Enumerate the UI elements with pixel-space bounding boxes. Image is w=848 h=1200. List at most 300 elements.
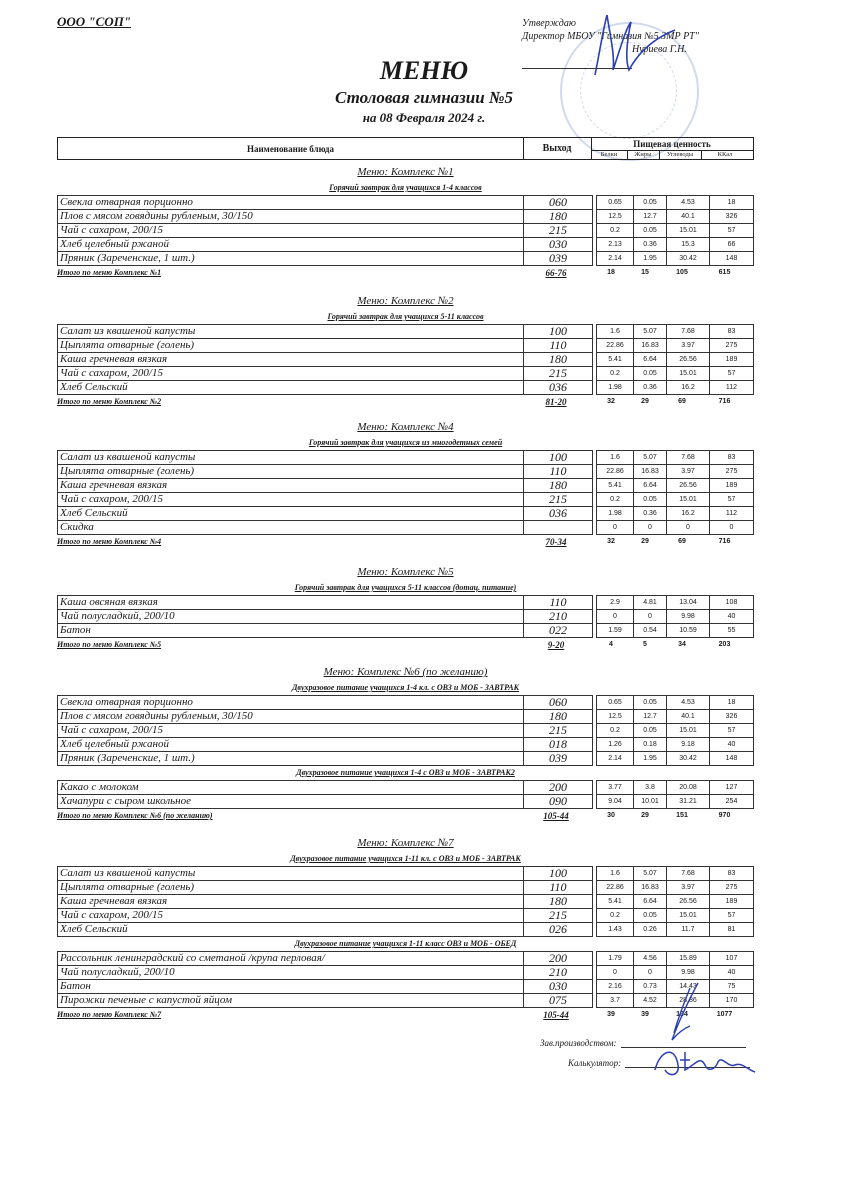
dish-kcal: 254 (710, 795, 754, 809)
dish-carbs: 0 (667, 521, 710, 535)
dish-protein: 9.04 (597, 795, 634, 809)
dish-fat: 0.05 (634, 224, 667, 238)
dish-carbs: 4.53 (667, 696, 710, 710)
dish-carbs: 28.86 (667, 994, 710, 1008)
total-protein: 32 (607, 538, 615, 545)
dish-fat: 16.83 (634, 881, 667, 895)
dish-protein: 1.26 (597, 738, 634, 752)
dish-carbs: 16.2 (667, 507, 710, 521)
total-output: 70-34 (545, 537, 567, 547)
dish-name: Чай с сахаром, 200/15 (58, 493, 524, 507)
table-row (58, 339, 754, 353)
total-label: Итого по меню Комплекс №7 (57, 1010, 162, 1019)
section-title: Меню: Комплекс №6 (по желанию) (323, 666, 488, 678)
dish-protein: 0.2 (597, 724, 634, 738)
dish-fat: 0.05 (634, 367, 667, 381)
dish-kcal: 326 (710, 210, 754, 224)
dish-fat: 0 (634, 521, 667, 535)
total-carbs: 69 (678, 538, 686, 545)
dish-output: 110 (524, 881, 593, 895)
dish-protein: 5.41 (597, 479, 634, 493)
table-row (58, 795, 754, 809)
dish-output: 180 (524, 710, 593, 724)
dish-table (57, 595, 754, 638)
dish-kcal: 170 (710, 994, 754, 1008)
approve-label: Утверждаю (522, 18, 576, 29)
dish-protein: 22.86 (597, 465, 634, 479)
dish-carbs: 14.43 (667, 980, 710, 994)
dish-name: Салат из квашеной капусты (58, 451, 524, 465)
dish-kcal: 75 (710, 980, 754, 994)
dish-carbs: 9.98 (667, 610, 710, 624)
dish-fat: 0.05 (634, 196, 667, 210)
dish-protein: 3.7 (597, 994, 634, 1008)
menu-section (57, 418, 754, 549)
dish-output: 210 (524, 966, 593, 980)
total-carbs: 151 (676, 812, 688, 819)
section-title: Меню: Комплекс №1 (357, 166, 454, 178)
dish-carbs: 7.68 (667, 451, 710, 465)
dish-name: Салат из квашеной капусты (58, 325, 524, 339)
total-label: Итого по меню Комплекс №1 (57, 268, 162, 277)
total-protein: 32 (607, 398, 615, 405)
dish-name: Хлеб Сельский (58, 381, 524, 395)
dish-output: 100 (524, 451, 593, 465)
approve-position: Директор МБОУ "Гимназия №5 ЗМР РТ" (522, 31, 699, 42)
dish-output (524, 521, 593, 535)
dish-fat: 12.7 (634, 210, 667, 224)
dish-output: 022 (524, 624, 593, 638)
total-carbs: 105 (676, 269, 688, 276)
dish-fat: 0.18 (634, 738, 667, 752)
dish-name: Хлеб Сельский (58, 507, 524, 521)
dish-carbs: 15.01 (667, 493, 710, 507)
dish-name: Хлеб целебный ржаной (58, 238, 524, 252)
table-row (58, 881, 754, 895)
dish-fat: 6.64 (634, 895, 667, 909)
production-head-label: Зав.производством: (540, 1038, 617, 1048)
dish-kcal: 57 (710, 224, 754, 238)
total-fat: 29 (641, 398, 649, 405)
dish-kcal: 189 (710, 479, 754, 493)
table-row (58, 507, 754, 521)
table-row (58, 596, 754, 610)
dish-fat: 12.7 (634, 710, 667, 724)
dish-carbs: 13.04 (667, 596, 710, 610)
dish-name: Цыплята отварные (голень) (58, 339, 524, 353)
dish-protein: 5.41 (597, 895, 634, 909)
dish-kcal: 57 (710, 724, 754, 738)
dish-kcal: 148 (710, 752, 754, 766)
total-kcal: 716 (718, 538, 731, 545)
dish-kcal: 83 (710, 451, 754, 465)
table-row (58, 493, 754, 507)
dish-kcal: 83 (710, 867, 754, 881)
dish-kcal: 18 (710, 196, 754, 210)
menu-date: на 08 Февраля 2024 г. (362, 110, 486, 125)
dish-kcal: 40 (710, 610, 754, 624)
total-protein: 39 (607, 1011, 615, 1018)
dish-fat: 5.07 (634, 867, 667, 881)
table-row (58, 895, 754, 909)
dish-kcal: 83 (710, 325, 754, 339)
dish-protein: 1.79 (597, 952, 634, 966)
calculator-label: Калькулятор: (568, 1058, 622, 1068)
dish-carbs: 30.42 (667, 752, 710, 766)
dish-protein: 2.14 (597, 252, 634, 266)
dish-carbs: 15.89 (667, 952, 710, 966)
dish-output: 060 (524, 196, 593, 210)
total-carbs: 69 (678, 398, 686, 405)
dish-name: Салат из квашеной капусты (58, 867, 524, 881)
dish-name: Чай с сахаром, 200/15 (58, 224, 524, 238)
dish-fat: 0.05 (634, 724, 667, 738)
dish-carbs: 11.7 (667, 923, 710, 937)
dish-fat: 0.73 (634, 980, 667, 994)
dish-carbs: 26.56 (667, 895, 710, 909)
dish-table (57, 324, 754, 395)
dish-name: Плов с мясом говядины рубленым, 30/150 (58, 210, 524, 224)
dish-output: 110 (524, 465, 593, 479)
table-row (58, 923, 754, 937)
dish-carbs: 15.01 (667, 224, 710, 238)
dish-carbs: 30.42 (667, 252, 710, 266)
total-kcal: 1077 (716, 1011, 733, 1018)
dish-name: Пряник (Зареченские, 1 шт.) (58, 752, 524, 766)
table-row (58, 781, 754, 795)
dish-protein: 1.6 (597, 325, 634, 339)
header-fat: Жиры (627, 150, 660, 159)
dish-table (57, 695, 754, 766)
dish-protein: 1.43 (597, 923, 634, 937)
dish-output: 200 (524, 781, 593, 795)
dish-output: 100 (524, 325, 593, 339)
dish-kcal: 81 (710, 923, 754, 937)
total-label: Итого по меню Комплекс №4 (57, 537, 162, 546)
total-kcal: 615 (718, 269, 731, 276)
dish-fat: 5.07 (634, 451, 667, 465)
dish-kcal: 18 (710, 696, 754, 710)
table-row (58, 465, 754, 479)
dish-table (57, 866, 754, 937)
dish-fat: 0.05 (634, 493, 667, 507)
dish-name: Чай с сахаром, 200/15 (58, 724, 524, 738)
table-header (57, 137, 754, 160)
dish-output: 090 (524, 795, 593, 809)
dish-kcal: 275 (710, 881, 754, 895)
dish-kcal: 148 (710, 252, 754, 266)
dish-name: Хачапури с сыром школьное (58, 795, 524, 809)
dish-table (57, 780, 754, 809)
section-total-row (57, 266, 754, 280)
dish-output: 215 (524, 909, 593, 923)
dish-table (57, 450, 754, 535)
dish-kcal: 107 (710, 952, 754, 966)
total-protein: 18 (607, 269, 615, 276)
section-title: Меню: Комплекс №2 (357, 295, 454, 307)
dish-output: 036 (524, 381, 593, 395)
table-row (58, 451, 754, 465)
table-row (58, 353, 754, 367)
total-label: Итого по меню Комплекс №2 (57, 397, 162, 406)
dish-output: 018 (524, 738, 593, 752)
dish-name: Каша овсяная вязкая (58, 596, 524, 610)
dish-protein: 22.86 (597, 339, 634, 353)
group-subtitle: Двухразовое питание учащихся 1-4 с ОВЗ и МОБ - ЗАВТРАК2 (296, 768, 515, 777)
dish-protein: 0 (597, 521, 634, 535)
dish-carbs: 15.01 (667, 909, 710, 923)
dish-output: 180 (524, 479, 593, 493)
dish-name: Чай полусладкий, 200/10 (58, 610, 524, 624)
dish-output: 030 (524, 238, 593, 252)
total-kcal: 203 (718, 641, 731, 648)
dish-name: Чай полусладкий, 200/10 (58, 966, 524, 980)
page-subtitle: Столовая гимназии №5 (334, 88, 514, 107)
dish-protein: 2.16 (597, 980, 634, 994)
dish-carbs: 26.56 (667, 479, 710, 493)
dish-fat: 0 (634, 966, 667, 980)
group-subtitle: Двухразовое питание учащихся 1-4 кл. с ОВЗ и МОБ - ЗАВТРАК (291, 683, 520, 692)
total-label: Итого по меню Комплекс №6 (по желанию) (57, 811, 213, 820)
dish-fat: 4.52 (634, 994, 667, 1008)
dish-fat: 16.83 (634, 465, 667, 479)
group-subtitle: Горячий завтрак для учащихся из многодетных семей (308, 438, 503, 447)
dish-protein: 0.2 (597, 493, 634, 507)
dish-output: 039 (524, 252, 593, 266)
header-nutrition: Пищевая ценность (591, 138, 753, 151)
section-total-row (57, 535, 754, 549)
dish-output: 075 (524, 994, 593, 1008)
group-subtitle: Горячий завтрак для учащихся 5-11 классов (дотац. питание) (294, 583, 517, 592)
section-title: Меню: Комплекс №4 (357, 421, 454, 433)
total-carbs: 34 (678, 641, 686, 648)
dish-output: 200 (524, 952, 593, 966)
dish-carbs: 40.1 (667, 210, 710, 224)
header-kcal: ККал (717, 151, 733, 158)
total-fat: 29 (641, 538, 649, 545)
total-output: 66-76 (545, 268, 567, 278)
dish-name: Хлеб Сельский (58, 923, 524, 937)
dish-protein: 5.41 (597, 353, 634, 367)
total-output: 105-44 (543, 1010, 569, 1020)
dish-kcal: 326 (710, 710, 754, 724)
dish-fat: 0.05 (634, 696, 667, 710)
dish-kcal: 40 (710, 966, 754, 980)
total-output: 81-20 (545, 397, 567, 407)
table-row (58, 224, 754, 238)
dish-name: Цыплята отварные (голень) (58, 881, 524, 895)
dish-output: 215 (524, 724, 593, 738)
section-total-row (57, 809, 754, 823)
table-row (58, 367, 754, 381)
dish-carbs: 10.59 (667, 624, 710, 638)
dish-fat: 3.8 (634, 781, 667, 795)
dish-protein: 1.98 (597, 507, 634, 521)
header-output: Выход (523, 138, 592, 159)
total-protein: 4 (609, 641, 613, 648)
menu-section (57, 563, 754, 652)
dish-output: 180 (524, 210, 593, 224)
dish-name: Свекла отварная порционно (58, 696, 524, 710)
dish-name: Чай с сахаром, 200/15 (58, 367, 524, 381)
dish-carbs: 16.2 (667, 381, 710, 395)
dish-output: 110 (524, 596, 593, 610)
dish-fat: 0.05 (634, 909, 667, 923)
dish-carbs: 15.01 (667, 367, 710, 381)
dish-kcal: 112 (710, 507, 754, 521)
dish-name: Плов с мясом говядины рубленым, 30/150 (58, 710, 524, 724)
dish-output: 100 (524, 867, 593, 881)
dish-protein: 0 (597, 966, 634, 980)
total-fat: 29 (641, 812, 649, 819)
page-title: МЕНЮ (379, 56, 469, 85)
table-row (58, 210, 754, 224)
dish-kcal: 57 (710, 909, 754, 923)
group-subtitle: Двухразовое питание учащихся 1-11 класс ОВЗ и МОБ - ОБЕД (294, 939, 517, 948)
dish-output: 180 (524, 353, 593, 367)
total-fat: 39 (641, 1011, 649, 1018)
total-protein: 30 (607, 812, 615, 819)
dish-output: 110 (524, 339, 593, 353)
dish-protein: 2.13 (597, 238, 634, 252)
dish-carbs: 15.01 (667, 724, 710, 738)
dish-fat: 0.26 (634, 923, 667, 937)
dish-carbs: 3.97 (667, 339, 710, 353)
dish-protein: 2.14 (597, 752, 634, 766)
dish-table (57, 195, 754, 266)
table-row (58, 710, 754, 724)
dish-output: 030 (524, 980, 593, 994)
dish-output: 036 (524, 507, 593, 521)
header-carbs: Углеводы (659, 150, 702, 159)
dish-protein: 12.5 (597, 710, 634, 724)
menu-section (57, 163, 754, 280)
total-output: 9-20 (547, 640, 565, 650)
dish-protein: 2.9 (597, 596, 634, 610)
dish-kcal: 127 (710, 781, 754, 795)
dish-protein: 0.2 (597, 909, 634, 923)
dish-protein: 0.65 (597, 696, 634, 710)
head-signature-icon (650, 978, 710, 1048)
section-total-row (57, 395, 754, 409)
dish-fat: 6.64 (634, 479, 667, 493)
total-kcal: 716 (718, 398, 731, 405)
dish-fat: 1.95 (634, 252, 667, 266)
dish-kcal: 112 (710, 381, 754, 395)
header-dish-name: Наименование блюда (58, 138, 524, 159)
table-row (58, 909, 754, 923)
header-protein: Белки (591, 150, 628, 159)
group-subtitle: Двухразовое питание учащихся 1-11 кл. с ОВЗ и МОБ - ЗАВТРАК (290, 854, 521, 863)
table-row (58, 624, 754, 638)
dish-name: Каша гречневая вязкая (58, 895, 524, 909)
dish-protein: 22.86 (597, 881, 634, 895)
table-row (58, 867, 754, 881)
dish-name: Батон (58, 624, 524, 638)
table-row (58, 479, 754, 493)
table-row (58, 381, 754, 395)
dish-protein: 1.98 (597, 381, 634, 395)
dish-kcal: 55 (710, 624, 754, 638)
dish-output: 180 (524, 895, 593, 909)
dish-carbs: 7.68 (667, 867, 710, 881)
dish-fat: 4.81 (634, 596, 667, 610)
group-subtitle: Горячий завтрак для учащихся 5-11 классов (327, 312, 484, 321)
dish-name: Хлеб целебный ржаной (58, 738, 524, 752)
approver-name: Нуриева Г.Н. (632, 44, 687, 55)
total-fat: 5 (643, 641, 647, 648)
dish-protein: 0 (597, 610, 634, 624)
table-row (58, 252, 754, 266)
dish-output: 039 (524, 752, 593, 766)
dish-carbs: 26.56 (667, 353, 710, 367)
dish-fat: 4.56 (634, 952, 667, 966)
table-row (58, 724, 754, 738)
dish-name: Рассольник ленинградский со сметаной /крупа перловая/ (58, 952, 524, 966)
section-total-row (57, 638, 754, 652)
dish-carbs: 7.68 (667, 325, 710, 339)
dish-fat: 1.95 (634, 752, 667, 766)
dish-carbs: 40.1 (667, 710, 710, 724)
dish-kcal: 275 (710, 465, 754, 479)
dish-output: 215 (524, 493, 593, 507)
dish-kcal: 40 (710, 738, 754, 752)
dish-carbs: 20.08 (667, 781, 710, 795)
dish-carbs: 3.97 (667, 881, 710, 895)
table-row (58, 952, 754, 966)
dish-fat: 0.36 (634, 507, 667, 521)
total-output: 105-44 (543, 811, 569, 821)
dish-protein: 1.6 (597, 867, 634, 881)
total-carbs: 134 (676, 1011, 688, 1018)
dish-kcal: 0 (710, 521, 754, 535)
dish-output: 215 (524, 224, 593, 238)
dish-name: Пирожки печеные с капустой яйцом (58, 994, 524, 1008)
total-kcal: 970 (718, 812, 731, 819)
group-subtitle: Горячий завтрак для учащихся 1-4 классов (329, 183, 482, 192)
dish-protein: 0.65 (597, 196, 634, 210)
menu-section (57, 292, 754, 409)
dish-fat: 0.36 (634, 238, 667, 252)
dish-protein: 3.77 (597, 781, 634, 795)
dish-carbs: 15.3 (667, 238, 710, 252)
dish-output: 210 (524, 610, 593, 624)
dish-name: Какао с молоком (58, 781, 524, 795)
dish-kcal: 189 (710, 353, 754, 367)
dish-carbs: 31.21 (667, 795, 710, 809)
menu-section (57, 663, 754, 823)
dish-name: Цыплята отварные (голень) (58, 465, 524, 479)
dish-output: 215 (524, 367, 593, 381)
table-row (58, 752, 754, 766)
table-row (58, 238, 754, 252)
dish-protein: 0.2 (597, 367, 634, 381)
dish-protein: 12.5 (597, 210, 634, 224)
dish-name: Каша гречневая вязкая (58, 353, 524, 367)
dish-carbs: 9.18 (667, 738, 710, 752)
dish-name: Батон (58, 980, 524, 994)
dish-kcal: 66 (710, 238, 754, 252)
dish-fat: 5.07 (634, 325, 667, 339)
dish-name: Каша гречневая вязкая (58, 479, 524, 493)
section-title: Меню: Комплекс №7 (357, 837, 454, 849)
table-row (58, 325, 754, 339)
dish-kcal: 57 (710, 367, 754, 381)
dish-carbs: 9.98 (667, 966, 710, 980)
dish-name: Чай с сахаром, 200/15 (58, 909, 524, 923)
dish-carbs: 4.53 (667, 196, 710, 210)
dish-kcal: 57 (710, 493, 754, 507)
